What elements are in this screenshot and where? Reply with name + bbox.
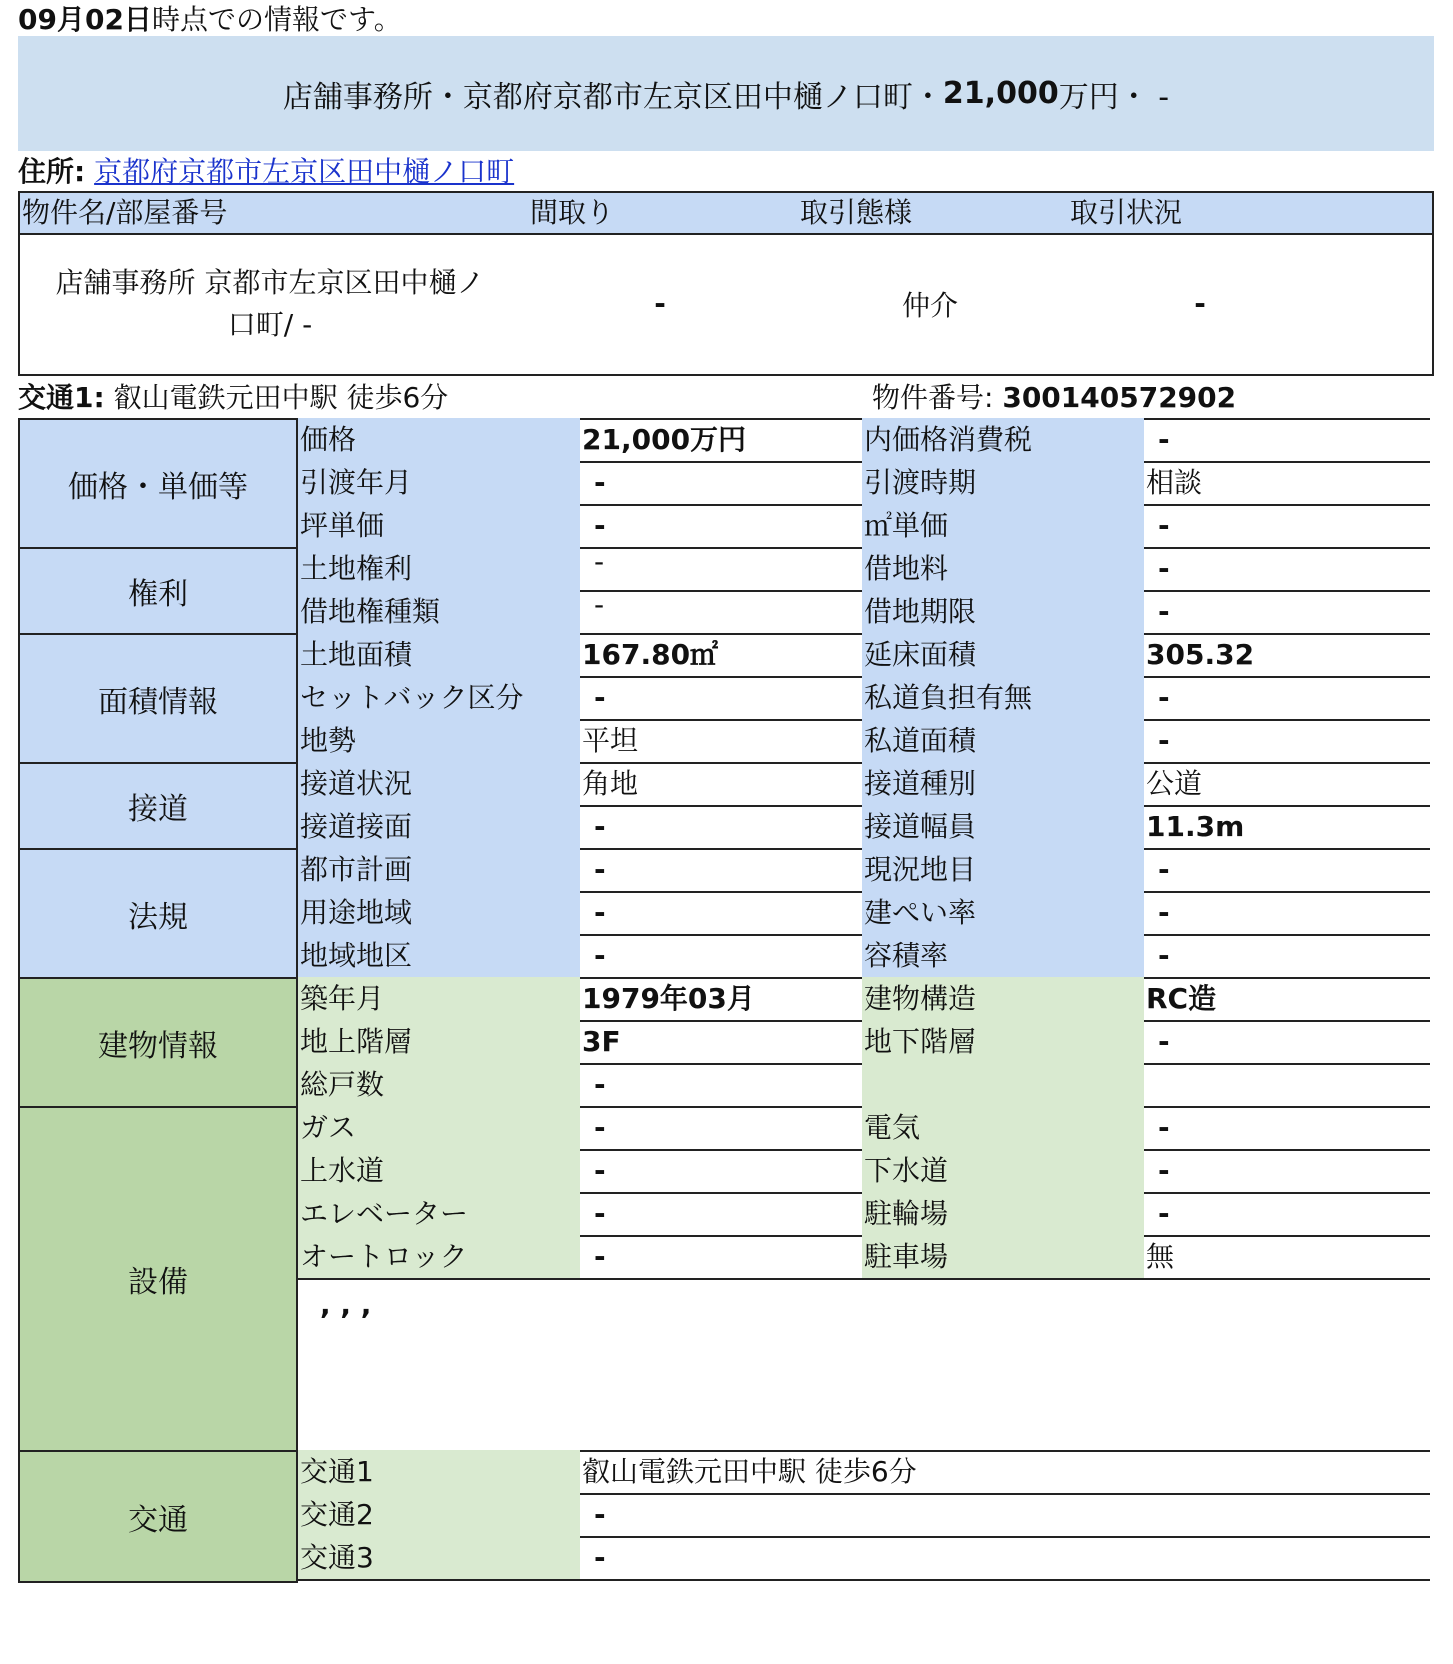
label-lease-term: 借地期限: [862, 590, 1144, 633]
label-total-units: 総戸数: [298, 1063, 580, 1106]
label-electricity: 電気: [862, 1106, 1144, 1149]
banner-text-b: 万円・ -: [1058, 79, 1170, 115]
value-land-rights: -: [594, 545, 605, 578]
row-transport-2: [298, 1493, 1430, 1538]
label-private-road-area: 私道面積: [862, 719, 1144, 762]
value-city-plan: -: [594, 853, 606, 886]
value-elevator: -: [594, 1197, 606, 1230]
facility-remarks: [298, 1278, 1430, 1452]
row-district: [298, 934, 1430, 979]
value-road-type: 公道: [1146, 767, 1203, 800]
access-summary: [18, 378, 448, 418]
property-name-line1: 店舗事務所 京都市左京区田中樋ノ: [55, 265, 485, 299]
remarks-text: , , ,: [320, 1288, 372, 1321]
value-lease-term: -: [1158, 595, 1170, 628]
row-zoning: [298, 891, 1430, 936]
row-gas: [298, 1106, 1430, 1151]
property-name-cell: [30, 233, 510, 374]
property-name-line2: 口町/ -: [227, 307, 313, 341]
value-coverage-ratio: -: [1158, 896, 1170, 929]
row-road-frontage: [298, 805, 1430, 850]
value-road-status: 角地: [582, 767, 639, 800]
section-rights: 権利: [18, 549, 298, 635]
label-delivery-timing: 引渡時期: [862, 461, 1144, 504]
value-transport-1: 叡山電鉄元田中駅 徒歩6分: [582, 1455, 917, 1488]
label-coverage-ratio: 建ぺい率: [862, 891, 1144, 934]
row-land-rights: [298, 547, 1430, 592]
label-land-category: 現況地目: [862, 848, 1144, 891]
label-terrain: 地勢: [298, 719, 580, 762]
label-district: 地域地区: [298, 934, 580, 977]
value-autolock: -: [594, 1240, 606, 1273]
label-zoning: 用途地域: [298, 891, 580, 934]
row-floors: [298, 1020, 1430, 1065]
value-bicycle-parking: -: [1158, 1197, 1170, 1230]
value-basement-floors: -: [1158, 1025, 1170, 1058]
value-lease-type: -: [594, 588, 605, 621]
value-built-date: 1979年03月: [582, 982, 755, 1015]
section-transport: 交通: [18, 1452, 298, 1583]
value-land-area: 167.80㎡: [582, 638, 719, 671]
as-of-suffix: 時点での情報です。: [151, 3, 402, 36]
label-bicycle-parking: 駐輪場: [862, 1192, 1144, 1235]
row-lease-type: [298, 590, 1430, 635]
label-land-rights: 土地権利: [298, 547, 580, 590]
label-price: 価格: [298, 418, 580, 461]
label-elevator: エレベーター: [298, 1192, 580, 1235]
label-setback: セットバック区分: [298, 676, 580, 719]
value-sqm-price: -: [1158, 509, 1170, 542]
section-area: 面積情報: [18, 635, 298, 764]
section-road: 接道: [18, 764, 298, 850]
value-zoning: -: [594, 896, 606, 929]
row-price: [298, 418, 1430, 463]
label-road-type: 接道種別: [862, 762, 1144, 805]
value-floor-area-ratio: -: [1158, 939, 1170, 972]
row-city-plan: [298, 848, 1430, 893]
property-number-label: 物件番号:: [872, 381, 994, 414]
property-number: [872, 378, 1236, 418]
header-transaction: 取引態様: [800, 196, 913, 229]
label-city-plan: 都市計画: [298, 848, 580, 891]
property-table-header: [18, 191, 1434, 235]
label-road-frontage: 接道接面: [298, 805, 580, 848]
row-autolock: [298, 1235, 1430, 1280]
header-status: 取引状況: [1070, 196, 1183, 229]
address-link[interactable]: 京都府京都市左京区田中樋ノ口町: [94, 155, 515, 188]
row-unit-price: [298, 504, 1430, 549]
as-of-date: 09月02日: [18, 3, 152, 36]
label-tsubo-price: 坪単価: [298, 504, 580, 547]
row-land-area: [298, 633, 1430, 678]
property-table: [18, 191, 1434, 376]
property-table-row: [18, 233, 1434, 376]
value-road-width: 11.3m: [1146, 810, 1245, 843]
access-value: 叡山電鉄元田中駅 徒歩6分: [113, 381, 449, 414]
label-road-width: 接道幅員: [862, 805, 1144, 848]
label-private-road: 私道負担有無: [862, 676, 1144, 719]
label-sqm-price: ㎡単価: [862, 504, 1144, 547]
row-water: [298, 1149, 1430, 1194]
address-label: 住所:: [18, 155, 86, 188]
value-water: -: [594, 1154, 606, 1187]
label-tax: 内価格消費税: [862, 418, 1144, 461]
property-number-value: 300140572902: [1002, 381, 1237, 414]
value-setback: -: [594, 681, 606, 714]
label-lease-type: 借地権種類: [298, 590, 580, 633]
value-floor-area: 305.32: [1146, 638, 1255, 671]
label-delivery-month: 引渡年月: [298, 461, 580, 504]
value-tax: -: [1158, 423, 1170, 456]
label-parking: 駐車場: [862, 1235, 1144, 1278]
row-delivery: [298, 461, 1430, 506]
status-cell: -: [1194, 287, 1206, 320]
label-above-floors: 地上階層: [298, 1020, 580, 1063]
detail-table: [18, 418, 1434, 1648]
value-price: 21,000万円: [582, 423, 747, 456]
label-ground-rent: 借地料: [862, 547, 1144, 590]
label-built-date: 築年月: [298, 977, 580, 1020]
label-road-status: 接道状況: [298, 762, 580, 805]
row-terrain: [298, 719, 1430, 764]
section-facility: 設備: [18, 1108, 298, 1452]
label-empty: [862, 1063, 1144, 1106]
label-transport-2: 交通2: [298, 1493, 580, 1536]
label-basement-floors: 地下階層: [862, 1020, 1144, 1063]
value-above-floors: 3F: [582, 1025, 621, 1058]
value-road-frontage: -: [594, 810, 606, 843]
value-land-category: -: [1158, 853, 1170, 886]
value-electricity: -: [1158, 1111, 1170, 1144]
label-floor-area-ratio: 容積率: [862, 934, 1144, 977]
label-floor-area: 延床面積: [862, 633, 1144, 676]
label-sewer: 下水道: [862, 1149, 1144, 1192]
value-private-road: -: [1158, 681, 1170, 714]
title-banner: [18, 36, 1434, 151]
as-of-note: [18, 0, 402, 40]
value-gas: -: [594, 1111, 606, 1144]
row-units: [298, 1063, 1430, 1108]
row-built-date: [298, 977, 1430, 1022]
layout-cell: -: [654, 287, 666, 320]
section-price: 価格・単価等: [18, 420, 298, 549]
section-building: 建物情報: [18, 979, 298, 1108]
value-parking: 無: [1146, 1240, 1175, 1273]
value-delivery-month: -: [594, 466, 606, 499]
label-transport-3: 交通3: [298, 1536, 580, 1579]
label-water: 上水道: [298, 1149, 580, 1192]
label-transport-1: 交通1: [298, 1450, 580, 1493]
value-delivery-timing: 相談: [1146, 466, 1203, 499]
address-line: [18, 152, 514, 192]
header-property-name: 物件名/部屋番号: [22, 196, 228, 229]
section-law: 法規: [18, 850, 298, 979]
value-ground-rent: -: [1158, 552, 1170, 585]
value-district: -: [594, 939, 606, 972]
value-private-road-area: -: [1158, 724, 1170, 757]
row-transport-1: [298, 1450, 1430, 1495]
label-gas: ガス: [298, 1106, 580, 1149]
value-empty: [1144, 1063, 1430, 1106]
banner-price: 21,000: [942, 76, 1059, 111]
label-structure: 建物構造: [862, 977, 1144, 1020]
header-layout: 間取り: [530, 196, 615, 229]
label-land-area: 土地面積: [298, 633, 580, 676]
value-transport-2: -: [594, 1498, 606, 1531]
row-elevator: [298, 1192, 1430, 1237]
value-transport-3: -: [594, 1541, 606, 1574]
row-road-status: [298, 762, 1430, 807]
banner-text-a: 店舗事務所・京都府京都市左京区田中樋ノ口町・: [282, 79, 943, 115]
transaction-cell: 仲介: [901, 288, 958, 322]
row-transport-3: [298, 1536, 1430, 1581]
row-setback: [298, 676, 1430, 721]
value-terrain: 平坦: [582, 724, 639, 757]
access-label: 交通1:: [18, 381, 105, 414]
label-autolock: オートロック: [298, 1235, 580, 1278]
value-total-units: -: [594, 1068, 606, 1101]
value-tsubo-price: -: [594, 509, 606, 542]
value-sewer: -: [1158, 1154, 1170, 1187]
value-structure: RC造: [1146, 982, 1217, 1015]
